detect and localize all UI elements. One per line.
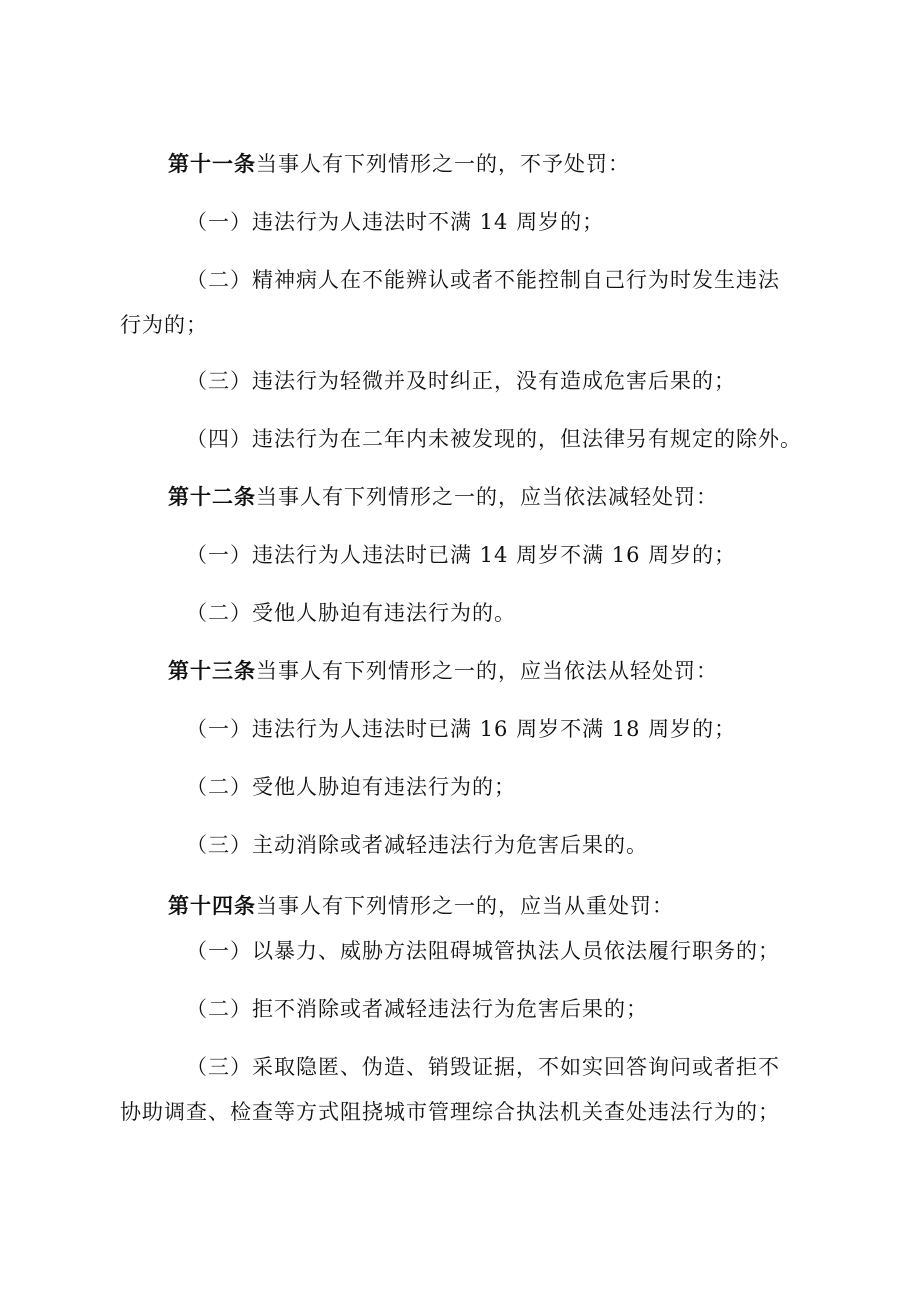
article-14-number: 第十四条 <box>168 893 256 918</box>
article-11-item-2: （二）精神病人在不能辨认或者不能控制自己行为时发生违法 <box>186 268 780 292</box>
article-12-item-1: （一）违法行为人违法时已满 14 周岁不满 16 周岁的； <box>186 543 737 567</box>
article-11-heading <box>168 150 630 178</box>
article-13-intro: 当事人有下列情形之一的，应当依法从轻处罚： <box>256 659 718 683</box>
article-11-intro: 当事人有下列情形之一的，不予处罚： <box>256 152 630 176</box>
article-12-heading <box>168 483 718 511</box>
article-13-item-2: （二）受他人胁迫有违法行为的； <box>186 775 516 799</box>
article-14-item-3: （三）采取隐匿、伪造、销毁证据，不如实回答询问或者拒不 <box>186 1055 780 1079</box>
article-13-heading <box>168 657 718 685</box>
article-12-number: 第十二条 <box>168 484 256 509</box>
article-14-item-2: （二）拒不消除或者减轻违法行为危害后果的； <box>186 997 648 1021</box>
article-14-heading <box>168 892 674 920</box>
article-11-item-3: （三）违法行为轻微并及时纠正，没有造成危害后果的； <box>186 369 736 393</box>
article-11-item-1: （一）违法行为人违法时不满 14 周岁的； <box>186 210 605 234</box>
article-11-item-4: （四）违法行为在二年内未被发现的，但法律另有规定的除外。 <box>186 427 802 451</box>
article-14-item-3-cont: 协助调查、检查等方式阻挠城市管理综合执法机关查处违法行为的； <box>120 1100 780 1124</box>
article-14-item-1: （一）以暴力、威胁方法阻碍城管执法人员依法履行职务的； <box>186 939 780 963</box>
article-12-item-2: （二）受他人胁迫有违法行为的。 <box>186 601 516 625</box>
article-13-item-1: （一）违法行为人违法时已满 16 周岁不满 18 周岁的； <box>186 717 737 741</box>
article-12-intro: 当事人有下列情形之一的，应当依法减轻处罚： <box>256 485 718 509</box>
article-11-item-2-cont: 行为的； <box>120 313 208 337</box>
article-13-number: 第十三条 <box>168 658 256 683</box>
article-13-item-3: （三）主动消除或者减轻违法行为危害后果的。 <box>186 833 648 857</box>
article-11-number: 第十一条 <box>168 151 256 176</box>
article-14-intro: 当事人有下列情形之一的，应当从重处罚： <box>256 894 674 918</box>
